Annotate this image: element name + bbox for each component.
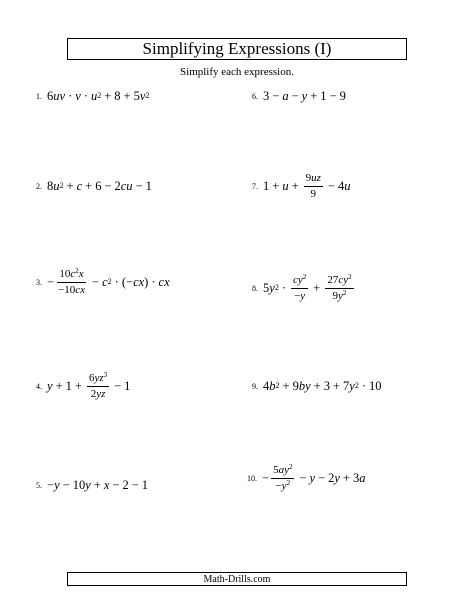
problem-8: [252, 268, 356, 308]
problem-expression: − $\frac{10c^2x}{-10cx}$ − c 2 · (− cx ) · cx: [47, 266, 170, 296]
fraction: $\frac{10c^2x}{-10cx}$: [58, 266, 86, 296]
problem-number: 4.: [36, 381, 42, 391]
problem-expression: − $\frac{5ay^2}{-y^2}$ − y − 2 y + 3 a: [262, 462, 366, 492]
fraction: $\frac{27cy^2}{9y^2}$: [327, 272, 352, 302]
problem-number: 9.: [252, 381, 258, 391]
problem-9: [252, 366, 381, 406]
problem-number: 2.: [36, 181, 42, 191]
instructions: Simplify each expression.: [180, 66, 294, 78]
footer: [67, 572, 407, 586]
problem-4: [36, 366, 130, 406]
problem-expression: 4 b 2 + 9 by + 3 + 7 y 2 · 10: [263, 378, 382, 393]
problem-3: [36, 262, 170, 302]
problem-10: [247, 458, 366, 498]
problem-2: [36, 166, 152, 206]
problem-expression: y + 1 + $\frac{6yz^3}{2yz}$ − 1: [47, 370, 131, 400]
problem-number: 1.: [36, 91, 42, 101]
problem-expression: 3 − a − y + 1 − 9: [263, 88, 346, 103]
problem-expression: 1 + u + $\frac{9uz}{9}$ − 4 u: [263, 171, 351, 200]
problem-expression: 5 y 2 · $\frac{cy^2}{-y}$ + $\frac{27cy^2}{9y^2}$: [263, 272, 352, 302]
problem-number: 10.: [247, 473, 257, 483]
problem-number: 8.: [252, 283, 258, 293]
problem-5: [36, 465, 148, 505]
problem-1: [36, 76, 149, 116]
problem-number: 5.: [36, 480, 42, 490]
fraction: $\frac{5ay^2}{-y^2}$: [273, 462, 293, 492]
problem-expression: 6 uv · v · u 2 + 8 + 5 v 2: [47, 88, 150, 103]
problem-7: [252, 166, 350, 206]
problem-expression: 8 u 2 + c + 6 − 2 cu − 1: [47, 178, 152, 193]
problem-expression: − y − 10 y + x − 2 − 1: [47, 477, 148, 492]
fraction: $\frac{9uz}{9}$: [305, 171, 321, 200]
worksheet-title: [67, 38, 407, 60]
problem-6: [252, 76, 346, 116]
title-text: Simplifying Expressions (I): [142, 39, 332, 58]
fraction: $\frac{cy^2}{-y}$: [292, 272, 307, 302]
footer-text: Math-Drills.com: [203, 573, 271, 585]
problem-number: 3.: [36, 277, 42, 287]
problem-number: 6.: [252, 91, 258, 101]
problem-number: 7.: [252, 181, 258, 191]
fraction: $\frac{6yz^3}{2yz}$: [88, 370, 108, 400]
